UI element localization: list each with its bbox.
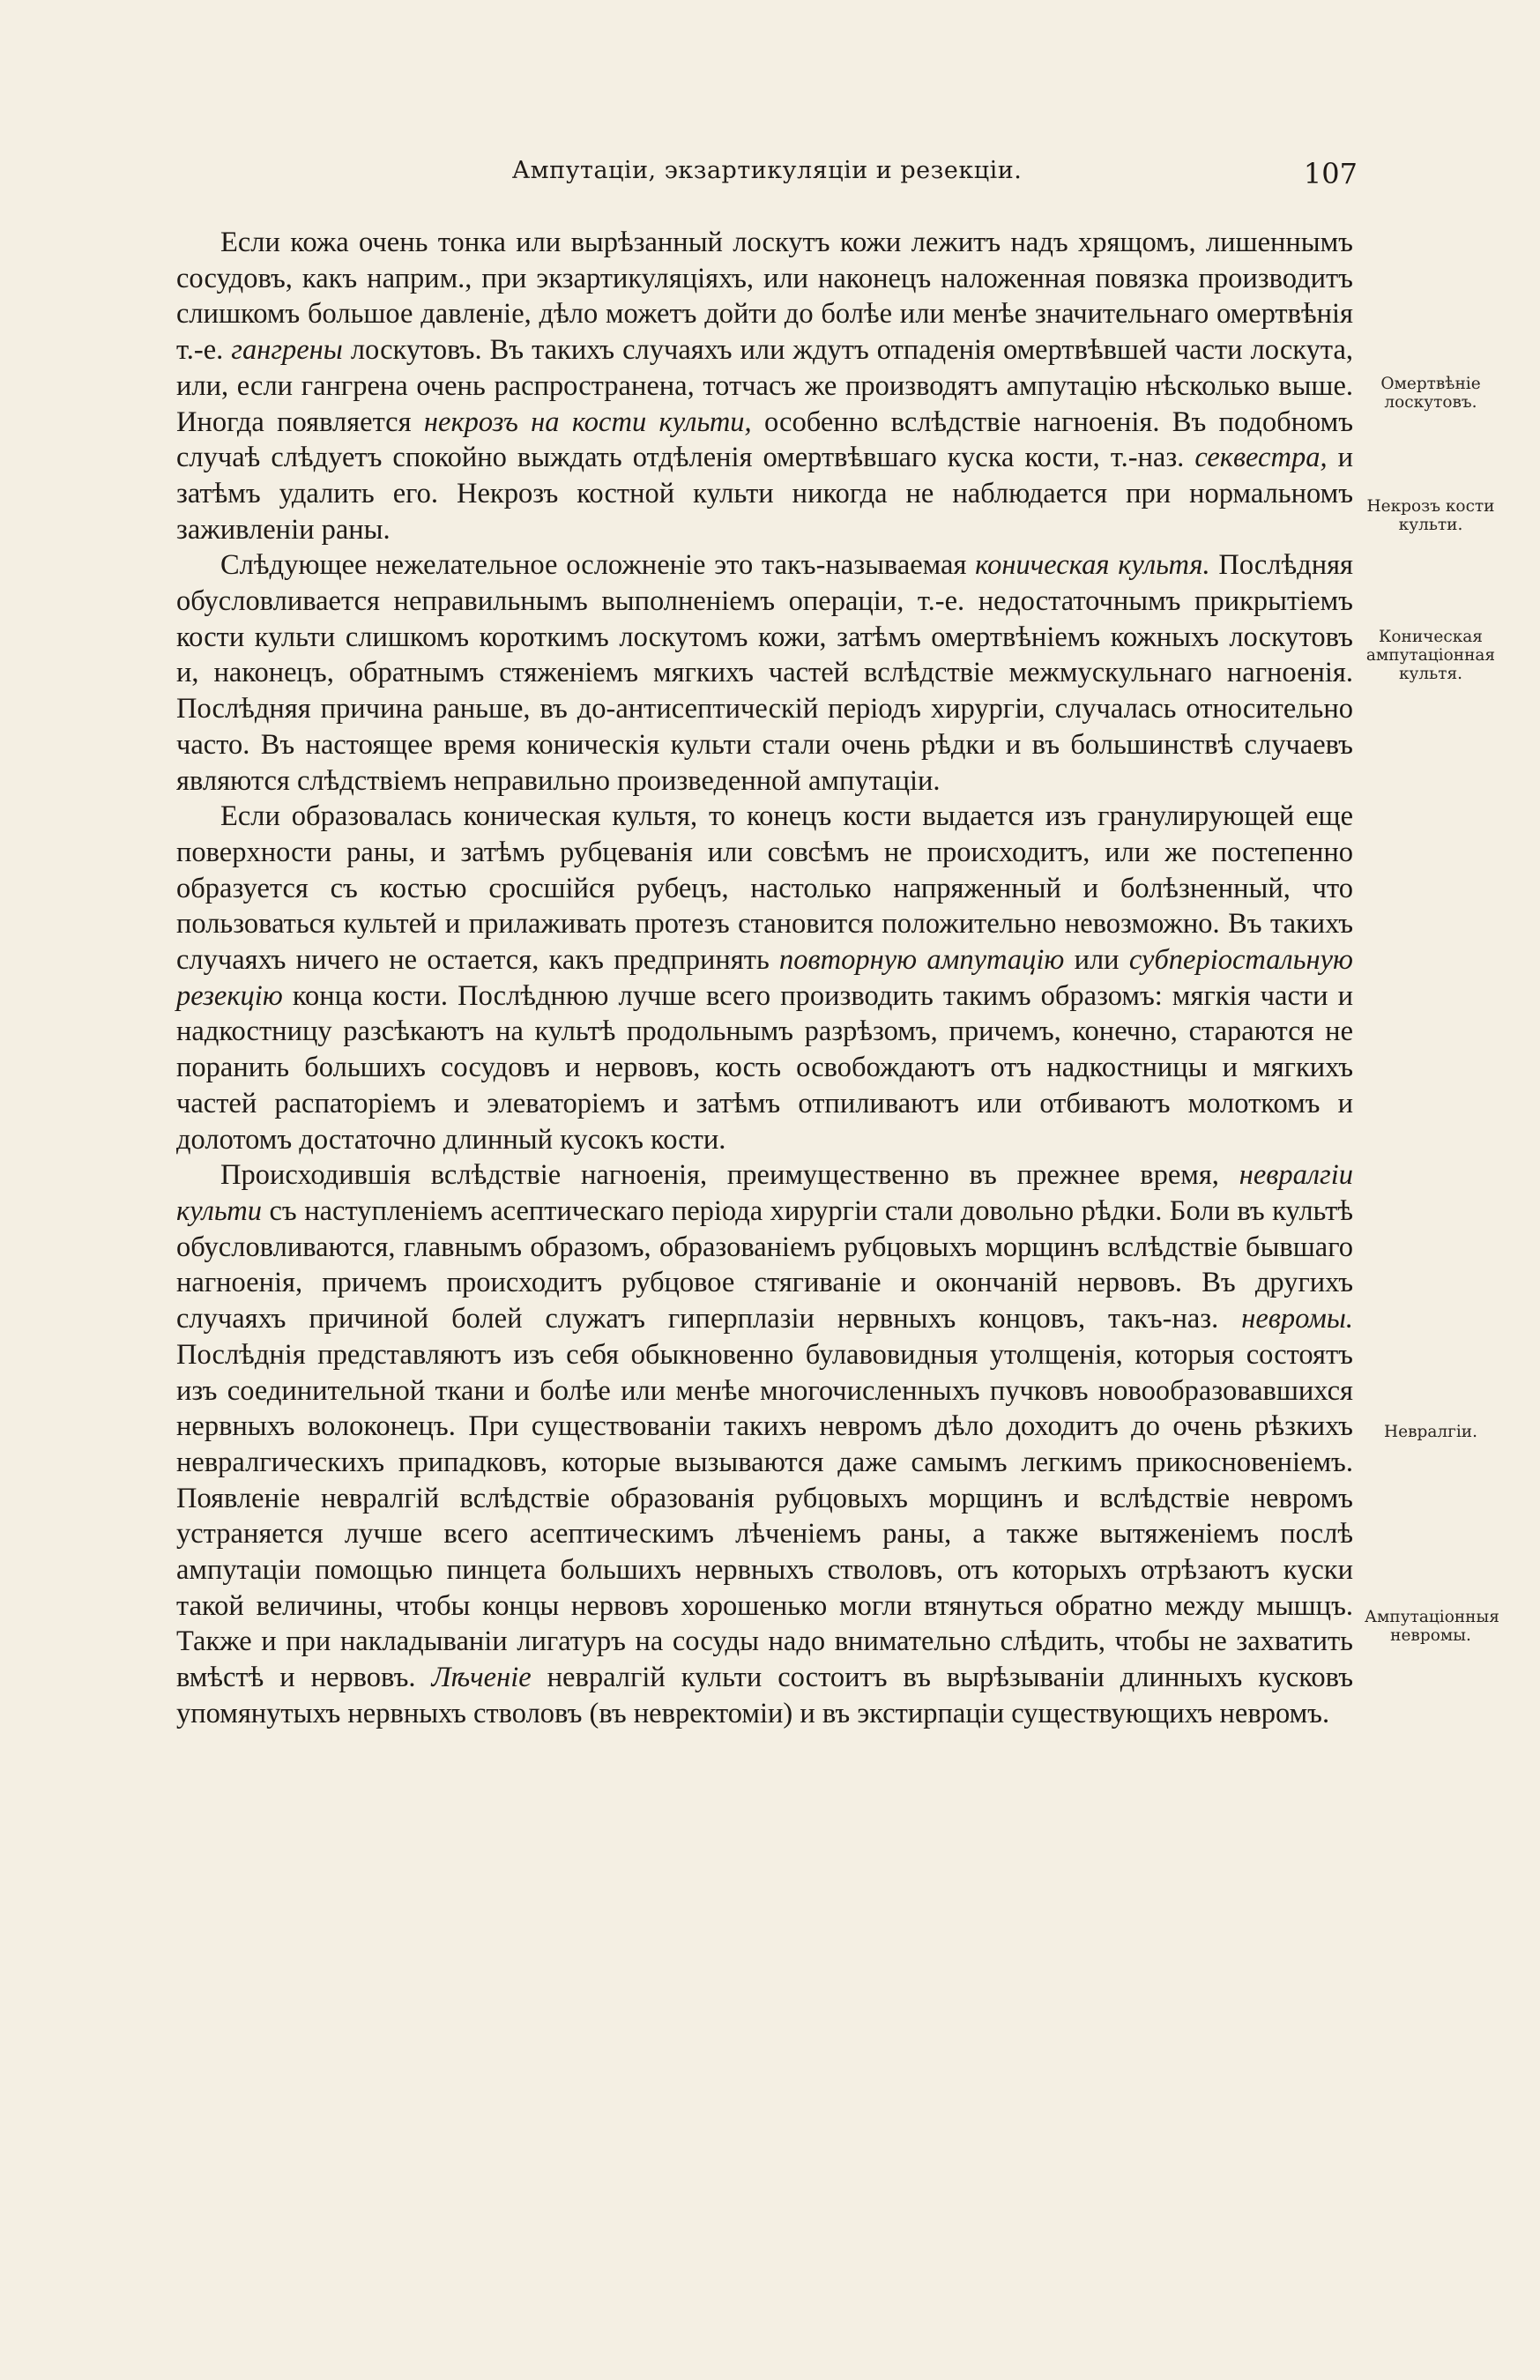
text-run: невралгій культи состоитъ въ вырѣзываніи длинныхъ кусковъ упомянутыхъ нервныхъ стволовъ (въ невректоміи) и въ экстирпаціи существующихъ невромъ. xyxy=(176,1662,1353,1729)
text-run: Послѣднія представляютъ изъ себя обыкновенно булавовидныя утолщенія, которыя состоятъ изъ соединительной ткани и болѣе или менѣе многочисленныхъ пучковъ новообразовавшихся нервныхъ волоконецъ. При существованіи такихъ невромъ дѣло доходитъ до очень рѣзкихъ невралгическихъ припадковъ, которые вызываются даже самымъ легкимъ прикосновеніемъ. Появленіе невралгій вслѣдствіе образованія рубцовыхъ морщинъ и вслѣдствіе невромъ устраняется лучше всего асептическимъ лѣченіемъ раны, а также вытяженіемъ послѣ ампутаціи помощью пинцета большихъ нервныхъ стволовъ, отъ которыхъ отрѣзаютъ куски такой величины, чтобы концы нервовъ хорошенько могли втянуться обратно между мышцъ. Также и при накладываніи лигатуръ на сосуды надо внимательно слѣдить, чтобы не захватить вмѣстѣ и нервовъ. xyxy=(176,1338,1353,1694)
paragraph xyxy=(176,547,1353,799)
text-run: конца кости. Послѣднюю лучше всего производить такимъ образомъ: мягкія части и надкостницу разсѣкаютъ на культѣ продольнымъ разрѣзомъ, причемъ, конечно, стараются не поранить большихъ сосудовъ и нервовъ, кость освобождаютъ отъ надкостницы и мягкихъ частей распаторіемъ и элеваторіемъ и затѣмъ отпиливаютъ или отбиваютъ молоткомъ и долотомъ достаточно длинный кусокъ кости. xyxy=(176,979,1353,1156)
emphasized-term: невромы. xyxy=(1241,1303,1353,1335)
emphasized-term: секвестра, xyxy=(1194,442,1328,474)
text-run: Если кожа очень тонка или вырѣзанный лоскутъ кожи лежитъ надъ хрящомъ, лишеннымъ сосудовъ, какъ наприм., при экзартикуляціяхъ, или наконецъ наложенная повязка производитъ слишкомъ большое давленіе, дѣло можетъ дойти до болѣе или менѣе значительнаго омертвѣнія т.-е. xyxy=(176,227,1353,367)
text-run: Послѣдняя обусловливается неправильнымъ выполненіемъ операціи, т.-е. недостаточнымъ прикрытіемъ кости культи слишкомъ короткимъ лоскутомъ кожи, затѣмъ омертвѣніемъ кожныхъ лоскутовъ и, наконецъ, обратнымъ стяженіемъ мягкихъ частей вслѣдствіе межмускульнаго нагноенія. Послѣдняя причина раньше, въ до-антисептическій періодъ хирургіи, случалась относительно часто. Въ настоящее время коническія культи стали очень рѣдки и въ большинствѣ случаевъ являются слѣдствіемъ неправильно произведенной ампутаціи. xyxy=(176,549,1354,797)
text-run: Слѣдующее нежелательное осложненіе это такъ-называемая xyxy=(220,549,976,582)
text-run: особенно вслѣдствіе нагноенія. Въ подобномъ случаѣ слѣдуетъ спокойно выждать отдѣленія омертвѣвшаго куска кости, т.-наз. xyxy=(176,405,1353,474)
margin-note: Невралгіи. xyxy=(1384,1423,1477,1441)
emphasized-term: гангрены xyxy=(231,334,343,367)
paragraph xyxy=(176,225,1353,547)
text-run: съ наступленіемъ асептическаго періода хирургіи стали довольно рѣдки. Боли въ культѣ обусловливаются, главнымъ образомъ, образованіемъ рубцовыхъ морщинъ вслѣдствіе бывшаго нагноенія, причемъ происходитъ рубцовое стягиваніе и окончаній нервовъ. Въ другихъ случаяхъ причиной болей служатъ гиперплазіи нервныхъ концовъ, такъ-наз. xyxy=(176,1194,1353,1335)
text-run: или xyxy=(1064,944,1129,977)
paragraph xyxy=(176,1157,1353,1731)
emphasized-term: некрозъ на кости культи, xyxy=(423,405,752,438)
emphasized-term: субперіостальную резекцію xyxy=(176,944,1353,1012)
body-text xyxy=(176,225,1353,1732)
emphasized-term: коническая культя. xyxy=(975,549,1210,582)
margin-note: Некрозъ кости культи. xyxy=(1366,497,1495,534)
margin-note: Ампутаціонныя невромы. xyxy=(1365,1608,1499,1645)
running-head: Ампутаціи, экзартикуляціи и резекціи. xyxy=(511,157,1023,184)
emphasized-term: Лѣченіе xyxy=(431,1662,532,1694)
margin-note: Коническая ампутаціонная культя. xyxy=(1365,628,1496,683)
emphasized-term: невралгіи культи xyxy=(176,1159,1353,1227)
page-header xyxy=(176,157,1358,192)
emphasized-term: повторную ампутацію xyxy=(779,944,1065,977)
text-run: Происходившія вслѣдствіе нагноенія, преимущественно въ прежнее время, xyxy=(220,1159,1239,1192)
margin-note: Омертвѣніе лоскутовъ. xyxy=(1380,375,1481,412)
text-run: Если образовалась коническая культя, то конецъ кости выдается изъ гранулирующей еще поверхности раны, и затѣмъ рубцеванія или совсѣмъ не происходитъ, или же постепенно образуется съ костью сросшійся рубецъ, настолько напряженный и болѣзненный, что пользоваться культей и прилаживать протезъ становится положительно невозможно. Въ такихъ случаяхъ ничего не остается, какъ предпринять xyxy=(176,800,1353,977)
text-run: лоскутовъ. Въ такихъ случаяхъ или ждутъ отпаденія омертвѣвшей части лоскута, или, если гангрена очень распространена, тотчасъ же производятъ ампутацію нѣсколько выше. Иногда появляется xyxy=(176,334,1353,438)
page-number: 107 xyxy=(1303,157,1358,190)
text-run: и затѣмъ удалить его. Некрозъ костной культи никогда не наблюдается при нормальномъ заживленіи раны. xyxy=(176,442,1353,546)
paragraph xyxy=(176,799,1353,1157)
